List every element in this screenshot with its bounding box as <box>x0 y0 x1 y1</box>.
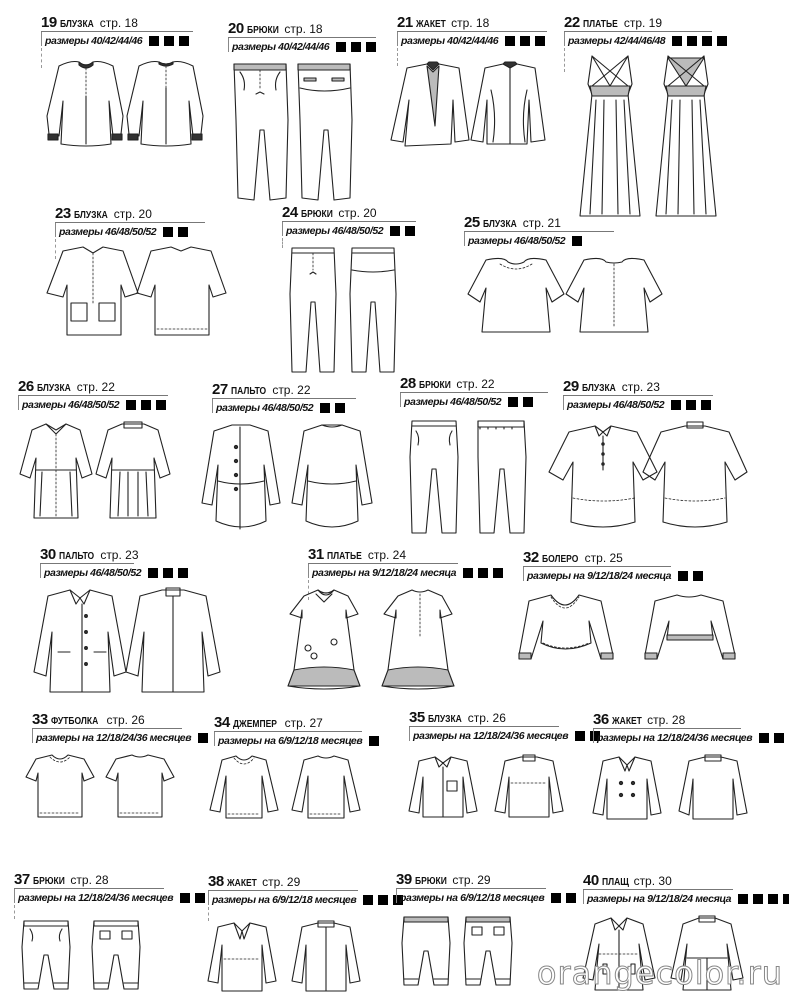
difficulty-square <box>523 397 533 407</box>
item-title: 31 ПЛАТЬЕ стр. 24 <box>308 546 407 563</box>
size-range: размеры 40/42/44/46 <box>45 35 189 47</box>
difficulty-squares <box>148 568 188 578</box>
dress-sketch <box>570 56 770 231</box>
difficulty-square <box>463 568 473 578</box>
difficulty-square <box>180 893 190 903</box>
difficulty-squares <box>336 42 376 52</box>
size-range: размеры 46/48/50/52 <box>22 399 166 411</box>
size-range: размеры 46/48/50/52 <box>286 225 415 237</box>
difficulty-square <box>163 568 173 578</box>
difficulty-square <box>686 400 696 410</box>
difficulty-squares <box>572 236 582 246</box>
trousers-sketch <box>20 917 160 997</box>
blouse-sketch <box>33 245 233 345</box>
size-range: размеры 46/48/50/52 <box>468 235 582 247</box>
coat-sketch <box>24 586 224 706</box>
difficulty-square <box>378 895 388 905</box>
trousers-sketch <box>288 244 408 374</box>
blouse-sketch <box>539 418 759 538</box>
tshirt-sketch <box>18 753 198 823</box>
size-range: размеры на 9/12/18/24 месяца <box>312 567 503 579</box>
difficulty-squares <box>180 893 205 903</box>
difficulty-square <box>551 893 561 903</box>
difficulty-square <box>195 893 205 903</box>
difficulty-squares <box>678 571 703 581</box>
difficulty-square <box>179 36 189 46</box>
size-range: размеры 40/42/44/46 <box>401 35 545 47</box>
difficulty-squares <box>551 893 576 903</box>
item-title: 24 БРЮКИ стр. 20 <box>282 204 377 221</box>
difficulty-square <box>768 894 778 904</box>
difficulty-square <box>478 568 488 578</box>
size-range: размеры 46/48/50/52 <box>44 567 188 579</box>
item-title: 30 ПАЛЬТО стр. 23 <box>40 546 139 563</box>
difficulty-square <box>671 400 681 410</box>
item-title: 28 БРЮКИ стр. 22 <box>400 375 495 392</box>
difficulty-squares <box>126 400 166 410</box>
item-title: 33 ФУТБОЛКА стр. 26 <box>32 711 145 728</box>
difficulty-squares <box>369 736 379 746</box>
trousers-sketch <box>408 417 538 537</box>
difficulty-square <box>520 36 530 46</box>
difficulty-squares <box>672 36 727 46</box>
difficulty-square <box>572 236 582 246</box>
size-range: размеры на 12/18/24/36 месяцев <box>413 730 600 742</box>
difficulty-square <box>351 42 361 52</box>
difficulty-squares <box>363 895 403 905</box>
item-title: 38 ЖАКЕТ стр. 29 <box>208 873 301 890</box>
difficulty-squares <box>390 226 415 236</box>
difficulty-squares <box>759 733 789 743</box>
difficulty-square <box>149 36 159 46</box>
baby-dress-sketch <box>274 586 484 696</box>
difficulty-square <box>672 36 682 46</box>
trousers-sketch <box>400 913 540 993</box>
difficulty-square <box>369 736 379 746</box>
size-range: размеры на 12/18/24/36 месяцев <box>36 732 208 744</box>
difficulty-squares <box>198 733 208 743</box>
item-title: 40 ПЛАЩ стр. 30 <box>583 872 672 889</box>
difficulty-square <box>508 397 518 407</box>
difficulty-square <box>390 226 400 236</box>
blouse-sketch <box>12 418 182 528</box>
jumper-sketch <box>200 754 380 824</box>
item-title: 19 БЛУЗКА стр. 18 <box>41 14 138 31</box>
item-title: 37 БРЮКИ стр. 28 <box>14 871 109 888</box>
difficulty-square <box>535 36 545 46</box>
item-title: 34 ДЖЕМПЕР стр. 27 <box>214 714 323 731</box>
difficulty-square <box>678 571 688 581</box>
jacket-sketch <box>204 919 374 999</box>
item-title: 27 ПАЛЬТО стр. 22 <box>212 381 311 398</box>
difficulty-squares <box>505 36 545 46</box>
difficulty-square <box>575 731 585 741</box>
size-range: размеры 46/48/50/52 <box>59 226 188 238</box>
difficulty-square <box>717 36 727 46</box>
difficulty-squares <box>508 397 533 407</box>
difficulty-squares <box>320 403 345 413</box>
item-title: 26 БЛУЗКА стр. 22 <box>18 378 115 395</box>
difficulty-squares <box>738 894 789 904</box>
difficulty-square <box>687 36 697 46</box>
jacket-sketch <box>387 60 557 160</box>
difficulty-square <box>178 568 188 578</box>
difficulty-square <box>759 733 769 743</box>
size-range: размеры на 6/9/12/18 месяцев <box>212 894 403 906</box>
size-range: размеры на 9/12/18/24 месяца <box>587 893 789 905</box>
size-range: размеры 46/48/50/52 <box>404 396 533 408</box>
difficulty-square <box>320 403 330 413</box>
coat-sketch <box>192 421 382 541</box>
trousers-sketch <box>228 60 378 210</box>
item-title: 35 БЛУЗКА стр. 26 <box>409 709 506 726</box>
difficulty-square <box>156 400 166 410</box>
difficulty-square <box>148 568 158 578</box>
difficulty-squares <box>463 568 503 578</box>
bolero-sketch <box>509 591 759 671</box>
difficulty-square <box>198 733 208 743</box>
blouse-sketch <box>41 56 211 166</box>
difficulty-squares <box>163 227 188 237</box>
item-title: 20 БРЮКИ стр. 18 <box>228 20 323 37</box>
blouse-sketch <box>401 753 581 823</box>
difficulty-square <box>693 571 703 581</box>
item-title: 39 БРЮКИ стр. 29 <box>396 871 491 888</box>
watermark: orangecolor.ru <box>536 954 783 992</box>
difficulty-squares <box>149 36 189 46</box>
difficulty-square <box>336 42 346 52</box>
difficulty-squares <box>671 400 711 410</box>
difficulty-square <box>335 403 345 413</box>
difficulty-square <box>141 400 151 410</box>
size-range: размеры 42/44/46/48 <box>568 35 727 47</box>
difficulty-square <box>405 226 415 236</box>
difficulty-square <box>163 227 173 237</box>
blouse-sketch <box>456 254 676 344</box>
difficulty-square <box>178 227 188 237</box>
size-range: размеры на 9/12/18/24 месяца <box>527 570 703 582</box>
item-title: 23 БЛУЗКА стр. 20 <box>55 205 152 222</box>
difficulty-square <box>701 400 711 410</box>
difficulty-square <box>702 36 712 46</box>
item-title: 32 БОЛЕРО стр. 25 <box>523 549 623 566</box>
difficulty-square <box>753 894 763 904</box>
size-range: размеры на 6/9/12/18 месяцев <box>218 735 379 747</box>
difficulty-square <box>366 42 376 52</box>
item-title: 29 БЛУЗКА стр. 23 <box>563 378 660 395</box>
size-range: размеры на 12/18/24/36 месяцев <box>18 892 205 904</box>
difficulty-square <box>363 895 373 905</box>
size-range: размеры 40/42/44/46 <box>232 41 376 53</box>
difficulty-square <box>164 36 174 46</box>
difficulty-square <box>783 894 789 904</box>
jacket-sketch <box>585 753 765 825</box>
size-range: размеры 46/48/50/52 <box>216 402 345 414</box>
item-title: 25 БЛУЗКА стр. 21 <box>464 214 561 231</box>
size-range: размеры на 12/18/24/36 месяцев <box>597 732 789 744</box>
item-title: 21 ЖАКЕТ стр. 18 <box>397 14 490 31</box>
difficulty-square <box>566 893 576 903</box>
difficulty-square <box>774 733 784 743</box>
item-title: 36 ЖАКЕТ стр. 28 <box>593 711 686 728</box>
size-range: размеры 46/48/50/52 <box>567 399 711 411</box>
difficulty-square <box>126 400 136 410</box>
difficulty-square <box>493 568 503 578</box>
size-range: размеры на 6/9/12/18 месяцев <box>400 892 576 904</box>
item-title: 22 ПЛАТЬЕ стр. 19 <box>564 14 663 31</box>
difficulty-square <box>505 36 515 46</box>
difficulty-square <box>738 894 748 904</box>
